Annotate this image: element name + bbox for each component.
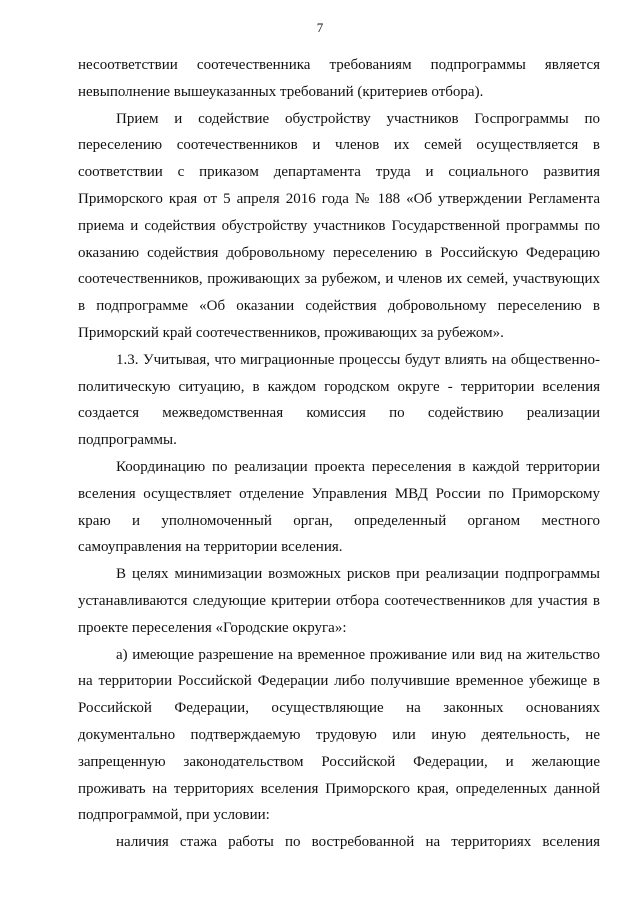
text-line: создается межведомственная комиссия по содействию реализации	[78, 405, 600, 422]
text-line: Координацию по реализации проекта переселения в каждой территории	[116, 458, 600, 475]
text-line: оказанию содействия добровольному переселению в Российскую Федерацию	[78, 244, 600, 261]
text-line: соответствии с приказом департамента труда и социального развития	[78, 164, 600, 181]
text-line: приема и содействия обустройству участников Государственной программы по	[78, 217, 600, 234]
text-line: подпрограммой, при условии:	[78, 807, 270, 824]
text-line: Прием и содействие обустройству участников Госпрограммы по	[116, 110, 600, 127]
text-line: на территории Российской Федерации либо получившие временное убежище в	[78, 673, 600, 690]
text-line: краю и уполномоченный орган, определенный органом местного	[78, 512, 600, 529]
text-line: самоуправления на территории вселения.	[78, 539, 343, 556]
text-line: переселению соотечественников и членов их семей осуществляется в	[78, 137, 600, 154]
text-line: документально подтверждаемую трудовую или иную деятельность, не	[78, 726, 600, 743]
text-line: а) имеющие разрешение на временное проживание или вид на жительство	[116, 646, 600, 663]
document-body	[78, 52, 600, 856]
text-line: соотечественников, проживающих за рубежом, и членов их семей, участвующих	[78, 271, 600, 288]
text-line: 1.3. Учитывая, что миграционные процессы будут влиять на общественно-	[116, 351, 600, 368]
text-line: невыполнение вышеуказанных требований (критериев отбора).	[78, 83, 484, 100]
text-line: Приморского края от 5 апреля 2016 года № 188 «Об утверждении Регламента	[78, 190, 600, 207]
text-line: политическую ситуацию, в каждом городском округе - территории вселения	[78, 378, 600, 395]
text-line: Российской Федерации, осуществляющие на законных основаниях	[78, 700, 600, 717]
text-line: подпрограммы.	[78, 432, 177, 449]
text-line: Приморский край соотечественников, проживающих за рубежом».	[78, 324, 504, 341]
text-line: в подпрограмме «Об оказании содействия добровольному переселению в	[78, 298, 600, 315]
text-line: проживать на территориях вселения Приморского края, определенных данной	[78, 780, 600, 797]
text-line: наличия стажа работы по востребованной на территориях вселения	[116, 834, 600, 851]
text-line: проекте переселения «Городские округа»:	[78, 619, 347, 636]
text-line: несоответствии соотечественника требованиям подпрограммы является	[78, 57, 600, 73]
text-line: запрещенную законодательством Российской Федерации, и желающие	[78, 753, 600, 770]
text-line: вселения осуществляет отделение Управления МВД России по Приморскому	[78, 485, 600, 502]
text-line: устанавливаются следующие критерии отбора соотечественников для участия в	[78, 592, 600, 609]
text-line: В целях минимизации возможных рисков при реализации подпрограммы	[116, 566, 600, 583]
page-number: 7	[316, 20, 324, 35]
